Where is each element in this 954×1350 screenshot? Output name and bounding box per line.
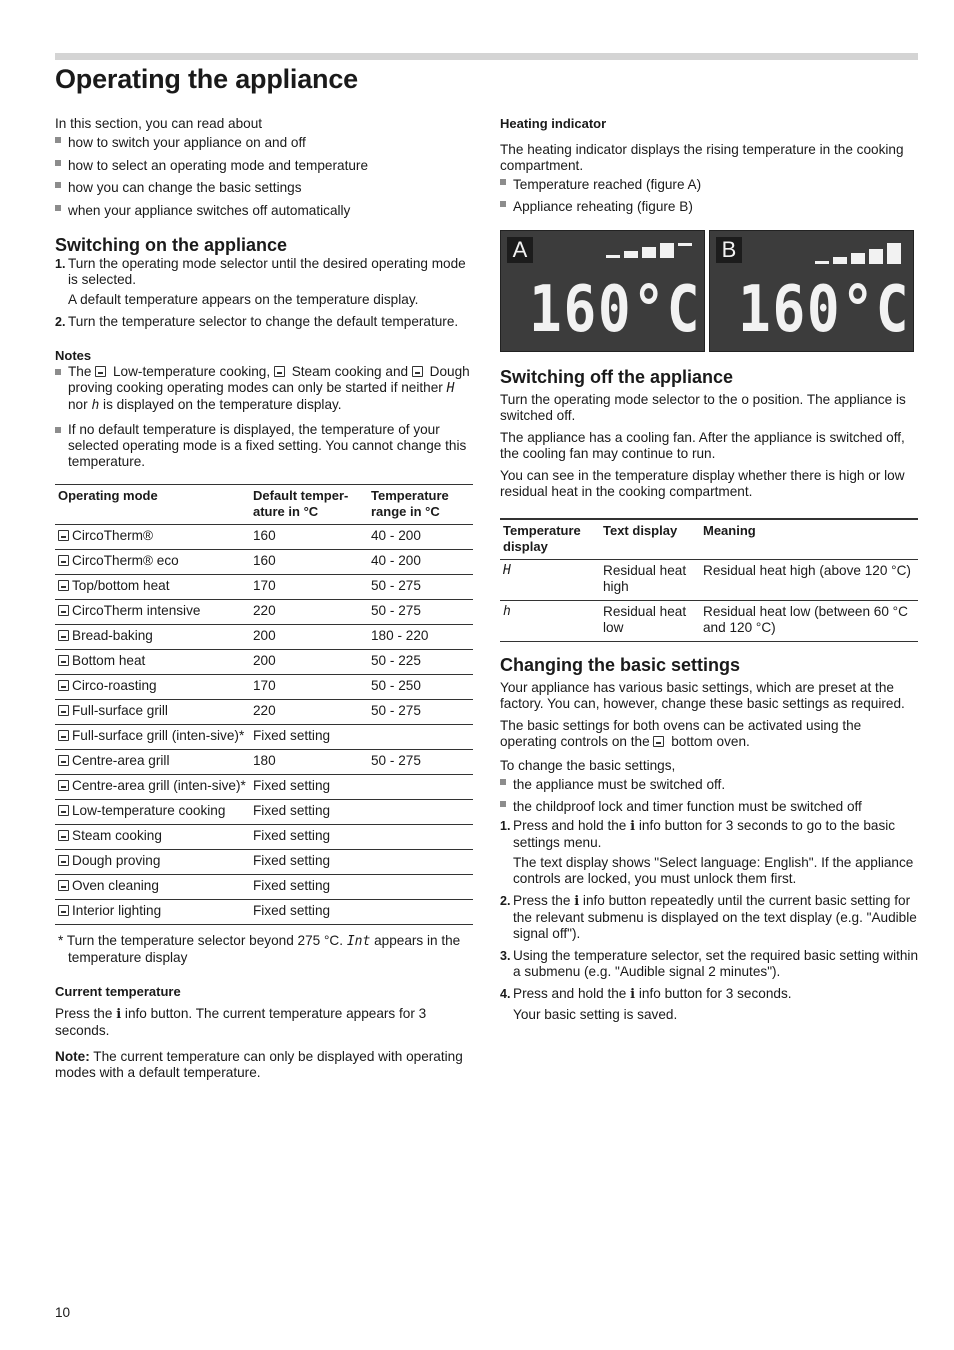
step-number: 1. bbox=[55, 257, 66, 271]
table-row bbox=[55, 875, 473, 900]
temperature-range-cell: 50 - 275 bbox=[368, 700, 473, 725]
table-row bbox=[55, 825, 473, 850]
table-header-row bbox=[500, 519, 918, 560]
info-icon: i bbox=[116, 1007, 122, 1022]
step bbox=[500, 986, 918, 1023]
mode-label: Full-surface grill bbox=[72, 703, 168, 718]
step-sub: The text display shows "Select language: English". If the appliance controls are locked, you must unlock them first. bbox=[513, 855, 914, 886]
table-row bbox=[55, 600, 473, 625]
bar-segment bbox=[678, 243, 692, 246]
current-temperature-text bbox=[55, 1006, 473, 1039]
switching-off-p1 bbox=[500, 392, 918, 424]
mode-cell bbox=[55, 875, 250, 900]
table-row bbox=[55, 725, 473, 750]
heating-indicator-heading: Heating indicator bbox=[500, 116, 607, 131]
default-temperature-cell: Fixed setting bbox=[250, 900, 368, 925]
bottom-oven-icon bbox=[653, 736, 664, 747]
temperature-readout: 160°C bbox=[738, 273, 911, 347]
bar-segment bbox=[606, 255, 620, 258]
switching-off-p2: The appliance has a cooling fan. After the appliance is switched off, the cooling fan may continue to run. bbox=[500, 430, 905, 461]
bar-segment bbox=[869, 249, 883, 264]
basic-settings-p1: Your appliance has various basic settings, which are preset at the factory. You can, however, change these basic settings as required. bbox=[500, 680, 905, 711]
step-number: 2. bbox=[500, 894, 511, 908]
column-header: Default temper-ature in °C bbox=[250, 485, 368, 525]
mode-label: Full-surface grill (inten-sive)* bbox=[72, 728, 245, 743]
table-row bbox=[55, 900, 473, 925]
step bbox=[500, 818, 918, 887]
mode-cell bbox=[55, 600, 250, 625]
note-text: is displayed on the temperature display. bbox=[99, 397, 342, 412]
operating-mode-icon bbox=[58, 755, 69, 766]
temperature-range-cell: 50 - 225 bbox=[368, 650, 473, 675]
mode-cell bbox=[55, 775, 250, 800]
left-column bbox=[55, 116, 473, 1081]
step-text: info button repeatedly until the current basic setting for the relevant submenu is displayed on the text display (e.g. "Audible signal off"). bbox=[513, 893, 917, 941]
step-text: info button for 3 seconds to go to the basic settings menu. bbox=[513, 818, 896, 850]
switching-off-p3: You can see in the temperature display whether there is high or low residual heat in the cooking compartment. bbox=[500, 468, 905, 499]
operating-mode-icon bbox=[58, 530, 69, 541]
note-text: The bbox=[68, 364, 96, 379]
note-item bbox=[55, 364, 473, 414]
temperature-range-cell bbox=[368, 725, 473, 750]
table-row bbox=[500, 560, 918, 601]
step-text: Press and hold the bbox=[513, 818, 631, 833]
temperature-readout: 160°C bbox=[529, 273, 702, 347]
heating-indicator-figures bbox=[500, 230, 918, 352]
default-temperature-cell: 200 bbox=[250, 625, 368, 650]
table-footnote bbox=[55, 933, 473, 966]
mode-label: Oven cleaning bbox=[72, 878, 159, 893]
meaning-cell: Residual heat high (above 120 °C) bbox=[700, 560, 918, 601]
table-row bbox=[55, 575, 473, 600]
table-row bbox=[55, 775, 473, 800]
operating-mode-icon bbox=[58, 555, 69, 566]
step-number: 2. bbox=[55, 315, 66, 329]
basic-settings-steps bbox=[500, 818, 918, 1023]
basic-settings-heading: Changing the basic settings bbox=[500, 655, 741, 675]
basic-settings-p3: To change the basic settings, bbox=[500, 758, 676, 773]
mode-label: Interior lighting bbox=[72, 903, 162, 918]
step-number: 1. bbox=[500, 819, 511, 833]
temperature-range-cell: 40 - 200 bbox=[368, 550, 473, 575]
mode-cell bbox=[55, 550, 250, 575]
mode-label: Circo-roasting bbox=[72, 678, 157, 693]
step-text: Turn the operating mode selector until the desired operating mode is selected. bbox=[68, 256, 466, 287]
operating-mode-icon bbox=[58, 655, 69, 666]
notes-heading: Notes bbox=[55, 348, 92, 363]
mode-label: CircoTherm® bbox=[72, 528, 154, 543]
info-icon: i bbox=[574, 894, 580, 909]
footnote-text: appears in the temperature display bbox=[68, 933, 461, 965]
notes-list bbox=[55, 364, 473, 470]
list-item: Appliance reheating (figure B) bbox=[500, 196, 918, 218]
list-item: how to switch your appliance on and off bbox=[55, 132, 473, 155]
switching-on-steps bbox=[55, 256, 473, 330]
column-header: Meaning bbox=[700, 519, 918, 560]
heating-bars bbox=[606, 243, 692, 258]
basic-settings-p2 bbox=[500, 718, 918, 750]
table-body bbox=[55, 525, 473, 925]
mode-cell bbox=[55, 800, 250, 825]
temperature-range-cell: 50 - 275 bbox=[368, 750, 473, 775]
bar-segment bbox=[642, 247, 656, 258]
step-sub: A default temperature appears on the temperature display. bbox=[68, 292, 419, 307]
default-temperature-cell: 220 bbox=[250, 700, 368, 725]
figure-label: A bbox=[507, 237, 533, 263]
mode-cell bbox=[55, 700, 250, 725]
operating-mode-icon bbox=[58, 880, 69, 891]
page-number: 10 bbox=[55, 1305, 71, 1320]
table-row bbox=[55, 750, 473, 775]
temperature-range-cell bbox=[368, 875, 473, 900]
residual-heat-table bbox=[500, 518, 918, 642]
low-temperature-icon bbox=[95, 366, 106, 377]
step bbox=[500, 893, 918, 942]
off-position-icon: o bbox=[741, 392, 749, 407]
step-number: 3. bbox=[500, 949, 511, 963]
heating-bars bbox=[815, 243, 901, 264]
info-icon: i bbox=[630, 987, 636, 1002]
step bbox=[55, 256, 473, 308]
text: Turn the operating mode selector to the bbox=[500, 392, 742, 407]
list-item: Temperature reached (figure A) bbox=[500, 174, 918, 196]
operating-mode-icon bbox=[58, 855, 69, 866]
table-row bbox=[55, 650, 473, 675]
default-temperature-cell: 170 bbox=[250, 575, 368, 600]
figure-b-display bbox=[709, 230, 914, 352]
right-column bbox=[500, 116, 918, 1023]
step-text: info button for 3 seconds. bbox=[635, 986, 792, 1001]
table-row bbox=[55, 675, 473, 700]
bar-segment bbox=[887, 243, 901, 264]
intro-list bbox=[55, 132, 473, 222]
current-temperature-note bbox=[55, 1049, 473, 1081]
table-row bbox=[55, 625, 473, 650]
temperature-display-cell: h bbox=[500, 601, 600, 642]
dough-proving-icon bbox=[412, 366, 423, 377]
list-item: the appliance must be switched off. bbox=[500, 774, 918, 796]
switching-off-heading: Switching off the appliance bbox=[500, 367, 734, 387]
residual-low-symbol: h bbox=[91, 398, 100, 413]
figure-label: B bbox=[716, 237, 742, 263]
heating-indicator-text: The heating indicator displays the rising temperature in the cooking compartment. bbox=[500, 142, 904, 173]
mode-cell bbox=[55, 625, 250, 650]
temperature-range-cell: 180 - 220 bbox=[368, 625, 473, 650]
bar-segment bbox=[833, 257, 847, 264]
default-temperature-cell: Fixed setting bbox=[250, 850, 368, 875]
mode-cell bbox=[55, 575, 250, 600]
step bbox=[500, 948, 918, 980]
mode-label: Top/bottom heat bbox=[72, 578, 170, 593]
temperature-range-cell bbox=[368, 850, 473, 875]
text: info button. The current temperature appears for 3 seconds. bbox=[55, 1006, 427, 1038]
text: The basic settings for both ovens can be activated using the operating controls on the bbox=[500, 718, 862, 749]
default-temperature-cell: 170 bbox=[250, 675, 368, 700]
operating-mode-icon bbox=[58, 605, 69, 616]
note-text: Steam cooking and bbox=[287, 364, 412, 379]
footnote-text: * Turn the temperature selector beyond 275 °C. bbox=[58, 933, 347, 948]
step-text: Turn the temperature selector to change the default temperature. bbox=[68, 314, 459, 329]
text: Press the bbox=[55, 1006, 117, 1021]
mode-label: Steam cooking bbox=[72, 828, 162, 843]
default-temperature-cell: Fixed setting bbox=[250, 775, 368, 800]
heating-indicator-list bbox=[500, 174, 918, 218]
temperature-range-cell bbox=[368, 900, 473, 925]
table-row bbox=[500, 601, 918, 642]
step-text: Press and hold the bbox=[513, 986, 631, 1001]
default-temperature-cell: 160 bbox=[250, 525, 368, 550]
steam-icon bbox=[274, 366, 285, 377]
table-header-row bbox=[55, 485, 473, 525]
operating-mode-icon bbox=[58, 830, 69, 841]
default-temperature-cell: Fixed setting bbox=[250, 875, 368, 900]
mode-label: Bottom heat bbox=[72, 653, 146, 668]
bar-segment bbox=[624, 251, 638, 258]
mode-cell bbox=[55, 725, 250, 750]
default-temperature-cell: 160 bbox=[250, 550, 368, 575]
step-text: Press the bbox=[513, 893, 575, 908]
column-header: Temperature display bbox=[500, 519, 600, 560]
mode-label: Centre-area grill bbox=[72, 753, 170, 768]
bar-segment bbox=[660, 243, 674, 258]
mode-cell bbox=[55, 525, 250, 550]
mode-label: CircoTherm® eco bbox=[72, 553, 179, 568]
mode-cell bbox=[55, 675, 250, 700]
switching-on-heading: Switching on the appliance bbox=[55, 235, 288, 255]
default-temperature-cell: 220 bbox=[250, 600, 368, 625]
operating-mode-icon bbox=[58, 805, 69, 816]
operating-mode-icon bbox=[58, 630, 69, 641]
operating-modes-table bbox=[55, 484, 473, 925]
text-display-cell: Residual heat low bbox=[600, 601, 700, 642]
temperature-range-cell: 50 - 250 bbox=[368, 675, 473, 700]
int-code: Int bbox=[346, 934, 371, 949]
text: position. The appliance is switched off. bbox=[500, 392, 906, 423]
note-text: Low-temperature cooking, bbox=[109, 364, 274, 379]
operating-mode-icon bbox=[58, 905, 69, 916]
step-text: Using the temperature selector, set the required basic setting within a submenu (e.g. "Audible signal 2 minutes"). bbox=[513, 948, 919, 979]
step-sub: Your basic setting is saved. bbox=[513, 1007, 678, 1022]
temperature-display-cell: H bbox=[500, 560, 600, 601]
page-title: Operating the appliance bbox=[55, 64, 358, 94]
mode-label: Dough proving bbox=[72, 853, 161, 868]
list-item: the childproof lock and timer function must be switched off bbox=[500, 796, 918, 818]
temperature-range-cell: 50 - 275 bbox=[368, 600, 473, 625]
default-temperature-cell: Fixed setting bbox=[250, 825, 368, 850]
mode-cell bbox=[55, 900, 250, 925]
mode-cell bbox=[55, 850, 250, 875]
default-temperature-cell: 180 bbox=[250, 750, 368, 775]
bar-segment bbox=[851, 253, 865, 264]
operating-mode-icon bbox=[58, 705, 69, 716]
note-text: Dough proving cooking operating modes can only be started if neither bbox=[68, 364, 470, 395]
mode-cell bbox=[55, 650, 250, 675]
current-temperature-heading: Current temperature bbox=[55, 984, 181, 999]
temperature-range-cell bbox=[368, 775, 473, 800]
step-number: 4. bbox=[500, 987, 511, 1001]
header-rule bbox=[55, 53, 918, 60]
note-label: Note: bbox=[55, 1049, 90, 1064]
list-item: how you can change the basic settings bbox=[55, 177, 473, 200]
intro-lead: In this section, you can read about bbox=[55, 116, 263, 131]
default-temperature-cell: Fixed setting bbox=[250, 725, 368, 750]
table-row bbox=[55, 550, 473, 575]
info-icon: i bbox=[630, 819, 636, 834]
list-item: when your appliance switches off automatically bbox=[55, 200, 473, 223]
column-header: Temperature range in °C bbox=[368, 485, 473, 525]
figure-a-display bbox=[500, 230, 705, 352]
operating-mode-icon bbox=[58, 730, 69, 741]
mode-label: Bread-baking bbox=[72, 628, 153, 643]
table-row bbox=[55, 800, 473, 825]
meaning-cell: Residual heat low (between 60 °C and 120 °C) bbox=[700, 601, 918, 642]
mode-label: Centre-area grill (inten-sive)* bbox=[72, 778, 246, 793]
mode-label: CircoTherm intensive bbox=[72, 603, 201, 618]
operating-mode-icon bbox=[58, 780, 69, 791]
table-row bbox=[55, 525, 473, 550]
default-temperature-cell: 200 bbox=[250, 650, 368, 675]
text: bottom oven. bbox=[667, 734, 750, 749]
note-item: If no default temperature is displayed, the temperature of your selected operating mode is a fixed setting. You cannot change this temperature. bbox=[55, 422, 473, 470]
temperature-range-cell bbox=[368, 825, 473, 850]
note-text: The current temperature can only be displayed with operating modes with a default temperature. bbox=[55, 1049, 463, 1080]
temperature-range-cell: 50 - 275 bbox=[368, 575, 473, 600]
residual-high-symbol: H bbox=[446, 381, 455, 396]
operating-mode-icon bbox=[58, 680, 69, 691]
default-temperature-cell: Fixed setting bbox=[250, 800, 368, 825]
table-row bbox=[55, 850, 473, 875]
basic-settings-conditions bbox=[500, 774, 918, 818]
column-header: Text display bbox=[600, 519, 700, 560]
temperature-range-cell: 40 - 200 bbox=[368, 525, 473, 550]
list-item: how to select an operating mode and temperature bbox=[55, 155, 473, 178]
column-header: Operating mode bbox=[55, 485, 250, 525]
text-display-cell: Residual heat high bbox=[600, 560, 700, 601]
mode-label: Low-temperature cooking bbox=[72, 803, 226, 818]
bar-segment bbox=[815, 261, 829, 264]
temperature-range-cell bbox=[368, 800, 473, 825]
table-row bbox=[55, 700, 473, 725]
step bbox=[55, 314, 473, 330]
note-text: nor bbox=[68, 397, 92, 412]
mode-cell bbox=[55, 750, 250, 775]
mode-cell bbox=[55, 825, 250, 850]
operating-mode-icon bbox=[58, 580, 69, 591]
